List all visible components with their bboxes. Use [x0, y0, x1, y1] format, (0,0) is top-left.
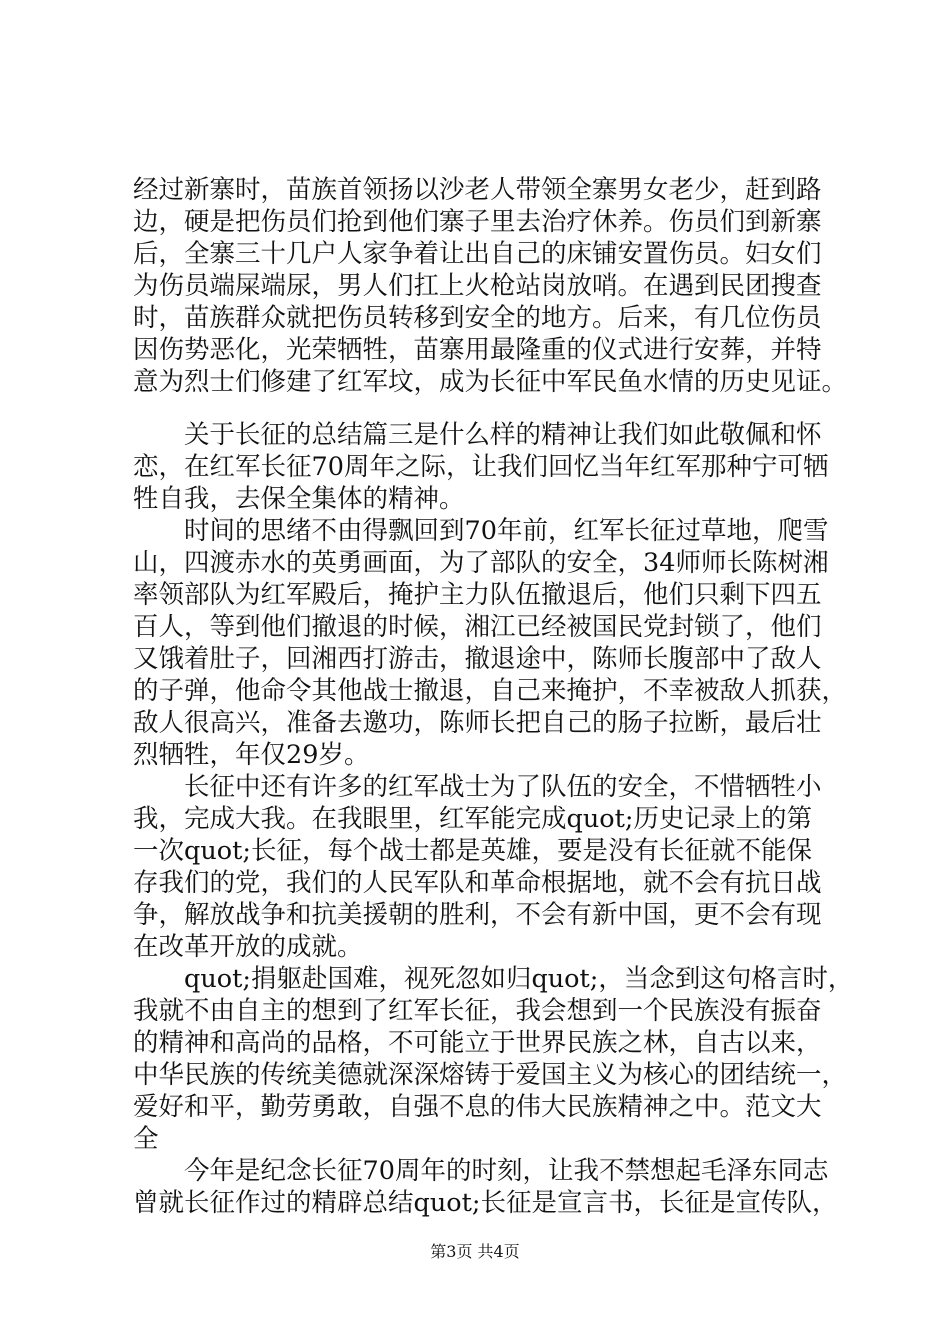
- text-line: 我，完成大我。在我眼里，红军能完成quot;历史记录上的第: [133, 804, 812, 834]
- text-line: 全: [133, 1124, 159, 1154]
- text-line: 在改革开放的成就。: [133, 932, 363, 962]
- text-line: 率领部队为红军殿后，掩护主力队伍撤退后，他们只剩下四五: [133, 580, 822, 610]
- text-line: 关于长征的总结篇三是什么样的精神让我们如此敬佩和怀: [133, 420, 822, 450]
- text-line: 爱好和平，勤劳勇敢，自强不息的伟大民族精神之中。范文大: [133, 1092, 822, 1122]
- text-line: 牲自我，去保全集体的精神。: [133, 484, 465, 514]
- text-line: 中华民族的传统美德就深深熔铸于爱国主义为核心的团结统一，: [133, 1060, 848, 1090]
- text-line: 经过新寨时，苗族首领扬以沙老人带领全寨男女老少，赶到路: [133, 175, 822, 205]
- text-line: quot;捐躯赴国难，视死忽如归quot;，当念到这句格言时，: [133, 964, 854, 994]
- text-line: 恋，在红军长征70周年之际，让我们回忆当年红军那种宁可牺: [133, 452, 829, 482]
- text-line: 长征中还有许多的红军战士为了队伍的安全，不惜牺牲小: [133, 772, 822, 802]
- text-line: 敌人很高兴，准备去邀功，陈师长把自己的肠子拉断，最后壮: [133, 708, 822, 738]
- text-line: 因伤势恶化，光荣牺牲，苗寨用最隆重的仪式进行安葬，并特: [133, 335, 822, 365]
- text-line: 的精神和高尚的品格，不可能立于世界民族之林，自古以来，: [133, 1028, 822, 1058]
- text-line: 时间的思绪不由得飘回到70年前，红军长征过草地，爬雪: [133, 516, 829, 546]
- text-line: 一次quot;长征，每个战士都是英雄，要是没有长征就不能保: [133, 836, 812, 866]
- text-line: 为伤员端屎端尿，男人们扛上火枪站岗放哨。在遇到民团搜查: [133, 271, 822, 301]
- text-line: 我就不由自主的想到了红军长征，我会想到一个民族没有振奋: [133, 996, 822, 1026]
- text-line: 的子弹，他命令其他战士撤退，自己来掩护，不幸被敌人抓获，: [133, 676, 848, 706]
- text-line: 时，苗族群众就把伤员转移到安全的地方。后来，有几位伤员: [133, 303, 822, 333]
- text-line: 意为烈士们修建了红军坟，成为长征中军民鱼水情的历史见证。: [133, 367, 848, 397]
- text-line: 边，硬是把伤员们抢到他们寨子里去治疗休养。伤员们到新寨: [133, 207, 822, 237]
- text-line: 百人，等到他们撤退的时候，湘江已经被国民党封锁了，他们: [133, 612, 822, 642]
- page-footer: 第3页 共4页: [430, 1242, 520, 1261]
- text-line: 烈牺牲，年仅29岁。: [133, 740, 370, 770]
- text-line: 后，全寨三十几户人家争着让出自己的床铺安置伤员。妇女们: [133, 239, 822, 269]
- text-line: 今年是纪念长征70周年的时刻，让我不禁想起毛泽东同志: [133, 1156, 829, 1186]
- text-line: 存我们的党，我们的人民军队和革命根据地，就不会有抗日战: [133, 868, 822, 898]
- text-line: 山，四渡赤水的英勇画面，为了部队的安全，34师师长陈树湘: [133, 548, 829, 578]
- text-line: 又饿着肚子，回湘西打游击，撤退途中，陈师长腹部中了敌人: [133, 644, 822, 674]
- text-line: 曾就长征作过的精辟总结quot;长征是宣言书，长征是宣传队，: [133, 1188, 838, 1218]
- text-line: 争，解放战争和抗美援朝的胜利，不会有新中国，更不会有现: [133, 900, 822, 930]
